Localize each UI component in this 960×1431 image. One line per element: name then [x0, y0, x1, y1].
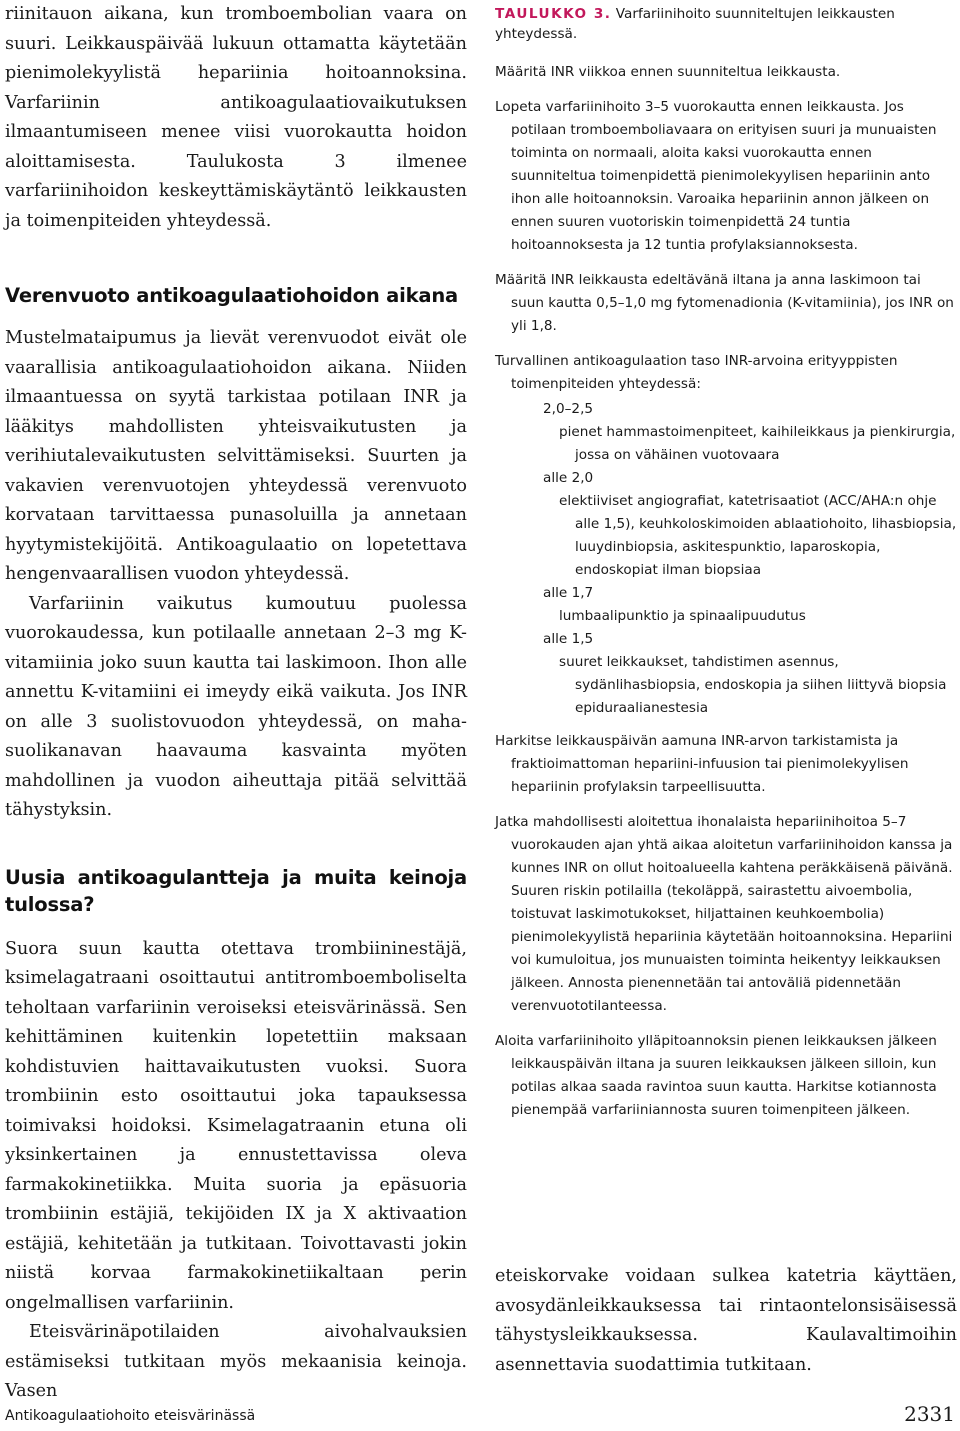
running-title: Antikoagulaatiohoito eteisvärinässä	[5, 1408, 256, 1424]
inr-procedures: lumbaalipunktio ja spinaalipuudutus	[559, 608, 806, 624]
table-label: TAULUKKO 3.	[495, 6, 612, 22]
inr-procedures: elektiiviset angiografiat, katetrisaatiot (ACC/AHA:n ohje alle 1,5), keuhkoloskimoiden ablaatiohoito, lihasbiopsia, luuydinbiopsia, askitespunktio, laparoskopia, endoskopiat ilman biopsiaa	[559, 493, 957, 578]
section-heading-new-anticoagulants: Uusia antikoagulantteja ja muita keinoja tulossa?	[5, 865, 467, 916]
table-rule: Määritä INR viikkoa ennen suunniteltua leikkausta.	[495, 64, 841, 80]
left-column	[5, 0, 467, 1407]
table-rule: Aloita varfariinihoito ylläpitoannoksin pienen leikkauksen jälkeen leikkauspäivän iltana ja suuren leikkauksen jälkeen silloin, kun potilas alkaa saada ravintoa suun kautta. Harkitse kotiannosta pienempää varfariiniannosta suuren toimenpiteen jälkeen.	[495, 1033, 937, 1118]
inr-procedures: suuret leikkaukset, tahdistimen asennus, sydänlihasbiopsia, endoskopia ja siihen liittyvä biopsia epiduraalianestesia	[559, 654, 947, 716]
safe-levels-block	[495, 350, 957, 720]
body-paragraph: Varfariinin vaikutus kumoutuu puolessa vuorokaudessa, kun potilaalle annetaan 2–3 mg K-vitamiinia joko suun kautta tai laskimoon. Ihon alle annettu K-vitamiini ei imeydy eikä vaikuta. Jos INR on alle 3 suolistovuodon yhteydessä, on maha-suolikanavan haavauma kasvainta myöten mahdollinen ja vuodon aiheuttaja pitää selvittää tähystyksin.	[5, 593, 467, 820]
inr-level: alle 2,0	[543, 470, 594, 486]
right-bottom-paragraph: eteiskorvake voidaan sulkea katetria käyttäen, avosydänleikkauksessa tai rintaontelonsisäisessä tähystysleikkauksessa. Kaulavaltimoihin asennettavia suodattimia tutkitaan.	[495, 1266, 957, 1375]
intro-paragraph: riinitauon aikana, kun tromboembolian vaara on suuri. Leikkauspäivää lukuun ottamatta käytetään pienimolekyylistä hepariinia hoitoannoksina. Varfariinin antikoagulaatiovaikutuksen ilmaantumiseen menee viisi vuorokautta hoidon aloittamisesta. Taulukosta 3 ilmenee varfariinihoidon keskeyttämiskäytäntö leikkausten ja toimenpiteiden yhteydessä.	[5, 4, 467, 231]
table-3	[495, 4, 957, 1134]
page-number: 2331	[904, 1402, 955, 1426]
table-rule: Lopeta varfariinihoito 3–5 vuorokautta ennen leikkausta. Jos potilaan tromboemboliavaara on erityisen suuri ja munuaisten toiminta on normaali, aloita kaksi vuorokautta ennen suunniteltua toimenpidettä pienimolekyylisen hepariinin anto ihon alle hoitoannoksin. Varoaika hepariinin annon jälkeen on ennen suuren vuotoriskin toimenpidettä 24 tuntia hoitoannoksesta ja 12 tuntia profylaksiannoksesta.	[495, 99, 937, 253]
body-paragraph: Mustelmataipumus ja lievät verenvuodot eivät ole vaarallisia antikoagulaatiohoidon aikana. Niiden ilmaantuessa on syytä tarkistaa potilaan INR ja lääkitys mahdollisten yhteisvaikutusten ja verihiutalevaikutusten selvittämiseksi. Suurten ja vakavien verenvuotojen yhteydessä verenvuoto korvataan tarvittaessa punasoluilla ja annetaan hyytymistekijöitä. Antikoagulaatio on lopetettava hengenvaarallisen vuodon yhteydessä.	[5, 328, 467, 584]
table-rule: Jatka mahdollisesti aloitettua ihonalaista hepariinihoitoa 5–7 vuorokauden ajan yhtä aikaa aloitetun varfariinihoidon kanssa ja kunnes INR on ollut hoitoalueella kahtena peräkkäisenä päivänä. Suuren riskin potilailla (tekoläppä, sairastettu aivoembolia, toistuvat laskimotukokset, hiljattainen keuhkoembolia) pienimolekyylistä hepariinia käytetään hoitoannoksina. Hepariini voi kumuloitua, jos munuaisten toiminta heikentyy leikkauksen jälkeen. Annosta pienennetään tai antoväliä pidennetään verenvuototilanteessa.	[495, 814, 953, 1014]
safe-levels-intro: Turvallinen antikoagulaation taso INR-arvoina erityyppisten toimenpiteiden yhteydessä:	[495, 353, 898, 392]
table-caption	[495, 4, 957, 44]
safe-levels-list	[511, 398, 957, 720]
inr-procedures: pienet hammastoimenpiteet, kaihileikkaus ja pienkirurgia, jossa on vähäinen vuotovaara	[559, 424, 956, 463]
body-paragraph: Eteisvärinäpotilaiden aivohalvauksien estämiseksi tutkitaan myös mekaanisia keinoja. Vasen	[5, 1322, 467, 1401]
table-rule: Harkitse leikkauspäivän aamuna INR-arvon tarkistamista ja fraktioimattoman hepariini-infuusion tai pienimolekyylisen hepariinin profylaksin tarpeellisuutta.	[495, 733, 909, 795]
inr-level: alle 1,7	[543, 585, 594, 601]
inr-level: alle 1,5	[543, 631, 594, 647]
table-caption-text: Varfariinihoito suunniteltujen leikkausten yhteydessä.	[495, 6, 895, 42]
table-rule: Määritä INR leikkausta edeltävänä iltana ja anna laskimoon tai suun kautta 0,5–1,0 mg fytomenadionia (K-vitamiinia), jos INR on yli 1,8.	[495, 272, 954, 334]
inr-level: 2,0–2,5	[543, 401, 594, 417]
body-paragraph: Suora suun kautta otettava trombiininestäjä, ksimelagatraani osoittautui antitromboemboliselta teholtaan varfariinin veroiseksi eteisvärinässä. Sen kehittäminen kuitenkin lopetettiin maksaan kohdistuvien haittavaikutusten vuoksi. Suora trombiinin esto osoittautui joka tapauksessa toimivaksi hoidoksi. Ksimelagatraanin etuna oli yksinkertainen ja ennustettavissa oleva farmakokinetiikka. Muita suoria ja epäsuoria trombiinin estäjiä, tekijöiden IX ja X aktivaation estäjiä, kehitetään ja tutkitaan. Toivottavasti jokin niistä korvaa farmakokinetiikaltaan perin ongelmallisen varfariinin.	[5, 938, 467, 1313]
section-heading-bleeding: Verenvuoto antikoagulaatiohoidon aikana	[5, 284, 458, 307]
